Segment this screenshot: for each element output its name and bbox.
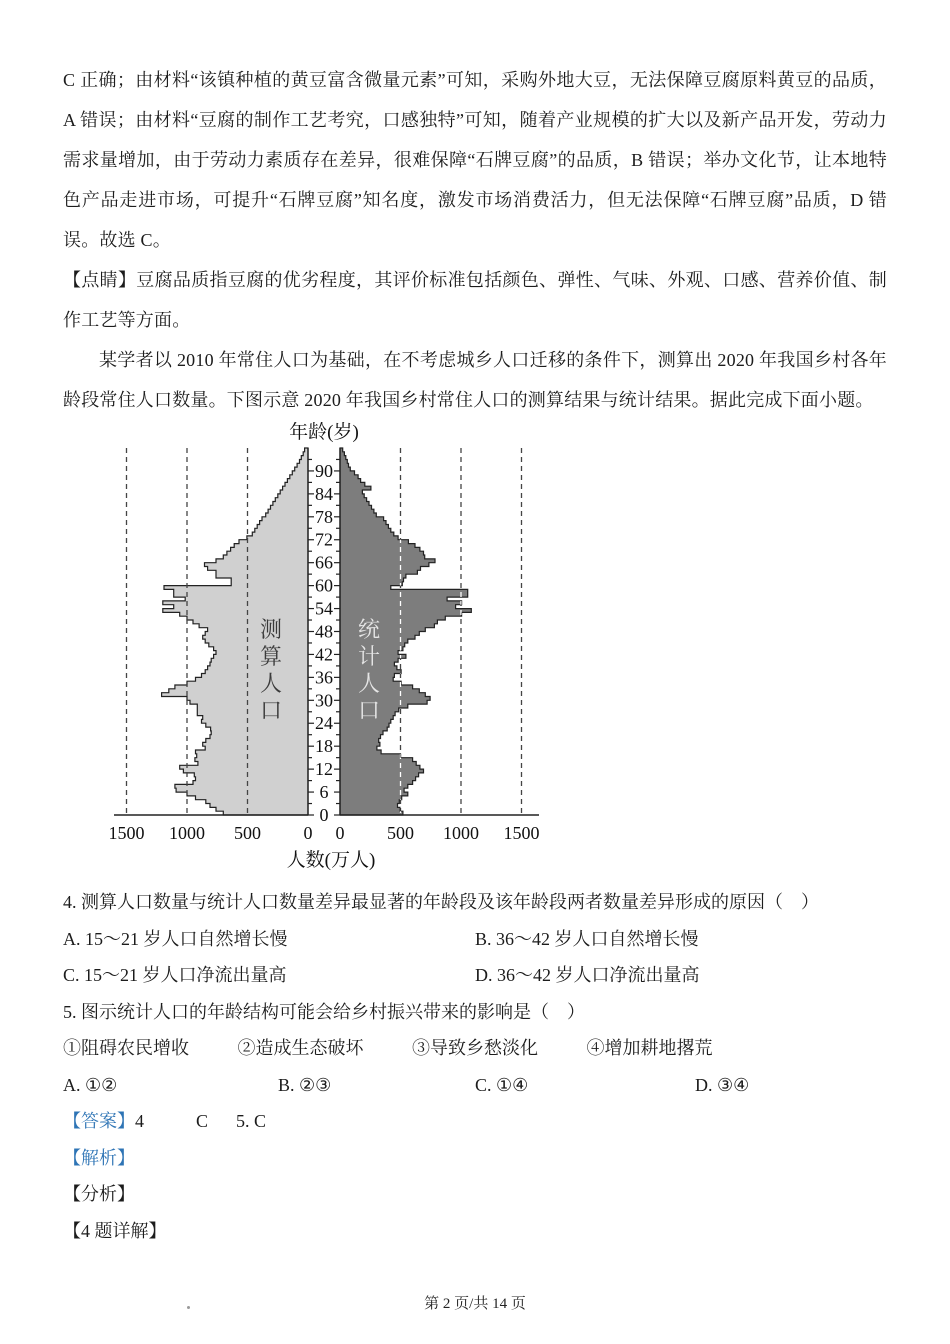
svg-text:18: 18: [315, 736, 333, 757]
q5-statement-4: ④增加耕地撂荒: [586, 1038, 713, 1058]
question-5-options-row: [63, 1067, 887, 1104]
q4-option-c: C. 15～21 岁人口净流出量高: [63, 965, 287, 985]
q4-option-d: D. 36～42 岁人口净流出量高: [475, 965, 700, 985]
svg-text:72: 72: [315, 529, 333, 550]
q5-option-d: D. ③④: [695, 1074, 750, 1095]
jiexi-label: 【解析】: [63, 1147, 135, 1168]
question-5-text: 图示统计人口的年龄结构可能会给乡村振兴带来的影响是（ ）: [81, 1001, 585, 1022]
question-4-number: 4.: [63, 892, 77, 912]
svg-text:60: 60: [315, 575, 333, 596]
page-content: [63, 60, 887, 1249]
question-4-options-row-1: [63, 921, 887, 958]
svg-text:0: 0: [335, 823, 345, 843]
q5-statement-3: ③导致乡愁淡化: [412, 1038, 538, 1058]
fenxi-label: 【分析】: [63, 1184, 135, 1204]
q5-statement-2: ②造成生态破坏: [237, 1038, 364, 1058]
analysis-paragraph: C 正确；由材料“该镇种植的黄豆富含微量元素”可知，采购外地大豆，无法保障豆腐原料黄豆的品质，A 错误；由材料“豆腐的制作工艺考究，口感独特”可知，随着产业规模的扩大以及新产品开发，劳动力需求量增加，由于劳动力素质存在差异，很难保障“石牌豆腐”的品质，B 错误；举办文化节，让本地特色产品走进市场，可提升“石牌豆腐”知名度，激发市场消费活力，但无法保障“石牌豆腐”品质，D 错误。故选 C。: [63, 70, 887, 250]
population-pyramid-figure: [63, 422, 887, 884]
q5-statement-1: ①阻碍农民增收: [63, 1038, 189, 1058]
svg-text:30: 30: [315, 690, 333, 711]
svg-text:90: 90: [315, 460, 333, 481]
svg-text:人数(万人): 人数(万人): [286, 850, 376, 871]
svg-text:0: 0: [319, 805, 329, 825]
q5-option-a: A. ①②: [63, 1074, 118, 1095]
answer-label: 【答案】: [63, 1111, 135, 1131]
svg-text:测算人口: 测算人口: [259, 617, 283, 723]
svg-text:0: 0: [303, 823, 313, 843]
question-5-statements: [63, 1030, 887, 1067]
answer-q4-number: 4: [135, 1111, 144, 1131]
svg-text:12: 12: [315, 759, 333, 780]
q4-option-b: B. 36～42 岁人口自然增长慢: [475, 928, 699, 949]
answer-line: [63, 1103, 887, 1140]
svg-text:54: 54: [315, 598, 333, 619]
svg-text:年龄(岁): 年龄(岁): [289, 422, 359, 443]
svg-text:84: 84: [315, 483, 333, 504]
svg-text:48: 48: [315, 621, 333, 642]
detail4-label: 【4 题详解】: [63, 1220, 167, 1241]
page-number-footer: 第 2 页/共 14 页: [424, 1296, 526, 1312]
svg-text:500: 500: [234, 823, 261, 843]
svg-text:36: 36: [315, 667, 333, 688]
question-5-number: 5.: [63, 1001, 77, 1022]
question-intro-paragraph: 某学者以 2010 年常住人口为基础，在不考虑城乡人口迁移的条件下，测算出 2020 年我国乡村各年龄段常住人口数量。下图示意 2020 年我国乡村常住人口的测算结果与统计结果。据此完成下面小题。: [63, 350, 887, 410]
population-pyramid-chart: [93, 422, 563, 884]
svg-text:6: 6: [319, 782, 329, 803]
question-4-options-row-2: [63, 957, 887, 994]
svg-text:1000: 1000: [443, 823, 479, 843]
q5-option-b: B. ②③: [278, 1074, 332, 1095]
svg-text:500: 500: [387, 823, 414, 843]
question-4-text: 测算人口数量与统计人口数量差异最显著的年龄段及该年龄段两者数量差异形成的原因（ ）: [81, 892, 819, 912]
svg-text:1000: 1000: [169, 823, 205, 843]
dianjing-text: 豆腐品质指豆腐的优劣程度，其评价标准包括颜色、弹性、气味、外观、口感、营养价值、制作工艺等方面。: [63, 270, 887, 330]
question-5: [63, 994, 887, 1031]
answer-q4-value: C: [196, 1111, 209, 1131]
q4-option-a: A. 15～21 岁人口自然增长慢: [63, 928, 288, 949]
answer-q5-value: 5. C: [236, 1111, 267, 1131]
q5-option-c: C. ①④: [475, 1074, 529, 1095]
question-4: [63, 884, 887, 921]
dianjing-paragraph: [63, 260, 887, 340]
svg-text:78: 78: [315, 506, 333, 527]
svg-text:66: 66: [315, 552, 333, 573]
svg-text:1500: 1500: [108, 823, 145, 843]
svg-text:1500: 1500: [503, 823, 540, 843]
svg-text:统计人口: 统计人口: [357, 617, 381, 723]
svg-text:24: 24: [315, 713, 333, 734]
svg-text:42: 42: [315, 644, 333, 665]
dianjing-label: 【点睛】: [63, 270, 137, 290]
